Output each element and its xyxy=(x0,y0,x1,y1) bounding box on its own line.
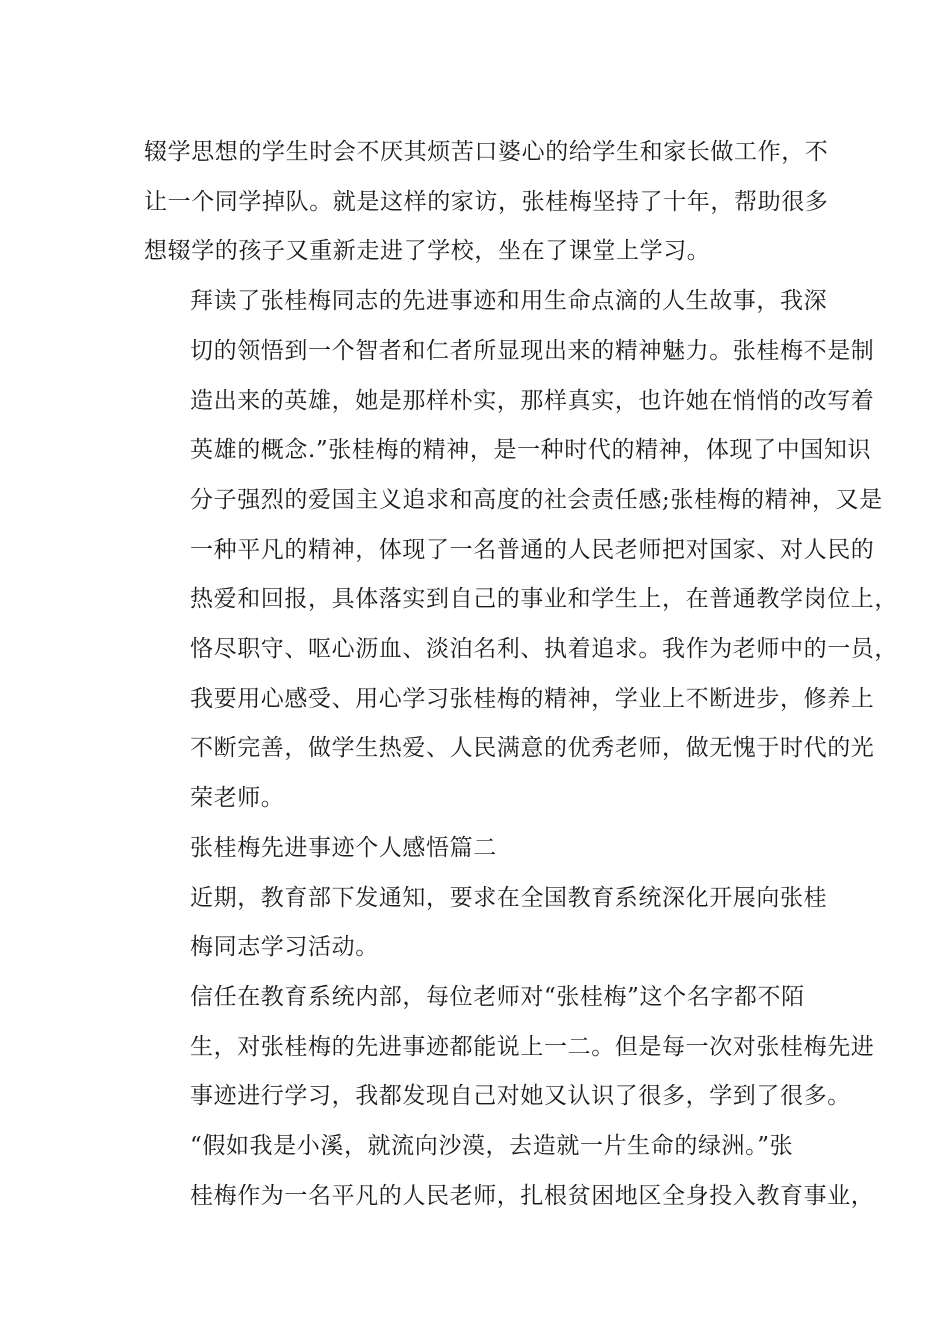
text-line: 辍学思想的学生时会不厌其烦苦口婆心的给学生和家长做工作，不 xyxy=(144,139,829,165)
text-line: 生，对张桂梅的先进事迹都能说上一二。但是每一次对张桂梅先进 xyxy=(190,1033,875,1060)
text-line: 一种平凡的精神，体现了一名普通的人民老师把对国家、对人民的 xyxy=(190,536,875,563)
text-line: 拜读了张桂梅同志的先进事迹和用生命点滴的人生故事，我深 xyxy=(190,288,828,315)
text-line: 恪尽职守、呕心沥血、淡泊名利、执着追求。我作为老师中的一员， xyxy=(190,636,898,663)
text-line: 桂梅作为一名平凡的人民老师，扎根贫困地区全身投入教育事业， xyxy=(190,1182,875,1209)
paragraph xyxy=(144,874,828,973)
paragraph xyxy=(144,973,875,1122)
text-line: 想辍学的孩子又重新走进了学校，坐在了课堂上学习。 xyxy=(144,238,711,265)
paragraph xyxy=(144,824,810,874)
text-line: 英雄的概念.”张桂梅的精神，是一种时代的精神，体现了中国知识 xyxy=(190,437,872,464)
text-line: 热爱和回报，具体落实到自己的事业和学生上，在普通教学岗位上， xyxy=(190,586,898,613)
paragraph xyxy=(144,277,898,824)
text-line: 切的领悟到一个智者和仁者所显现出来的精神魅力。张桂梅不是制 xyxy=(190,337,875,364)
document-body xyxy=(144,128,898,1221)
text-line: 梅同志学习活动。 xyxy=(190,934,379,961)
text-line: 张桂梅先进事迹个人感悟篇二 xyxy=(190,834,497,861)
text-line: 分子强烈的爱国主义追求和高度的社会责任感;张桂梅的精神，又是 xyxy=(190,486,883,513)
paragraph xyxy=(144,1122,875,1221)
paragraph xyxy=(144,128,829,277)
text-line: 不断完善，做学生热爱、人民满意的优秀老师，做无愧于时代的光 xyxy=(190,735,875,762)
text-line: 信任在教育系统内部，每位老师对“张桂梅”这个名字都不陌 xyxy=(190,983,805,1010)
text-line: “假如我是小溪，就流向沙漠，去造就一片生命的绿洲。”张 xyxy=(190,1133,794,1160)
text-line: 近期，教育部下发通知，要求在全国教育系统深化开展向张桂 xyxy=(190,884,828,911)
text-line: 荣老师。 xyxy=(190,785,285,812)
text-line: 我要用心感受、用心学习张桂梅的精神，学业上不断进步，修养上 xyxy=(190,685,875,712)
text-line: 造出来的英雄，她是那样朴实，那样真实，也许她在悄悄的改写着 xyxy=(190,387,875,414)
text-line: 让一个同学掉队。就是这样的家访，张桂梅坚持了十年，帮助很多 xyxy=(144,188,829,215)
text-line: 事迹进行学习，我都发现自己对她又认识了很多，学到了很多。 xyxy=(190,1083,851,1110)
